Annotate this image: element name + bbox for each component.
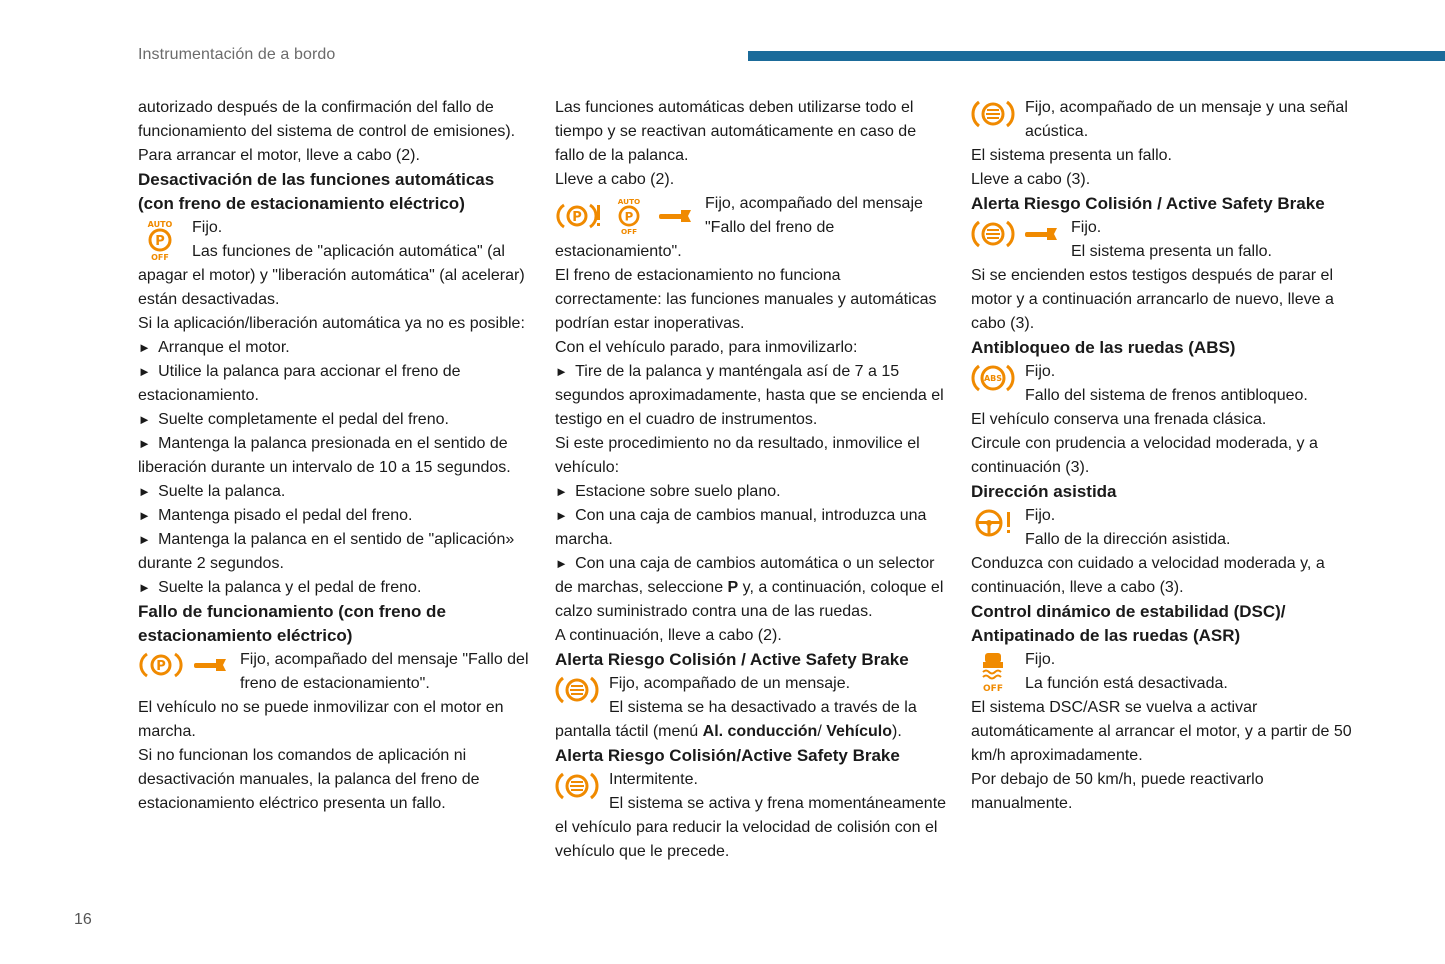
auto-park-brake-off-icon (138, 218, 182, 262)
svg-text:OFF: OFF (151, 253, 169, 262)
column-1 (138, 96, 533, 816)
bullet-item: ► Arranque el motor. (138, 336, 533, 360)
section-heading: Fallo de funcionamiento (con freno de estacionamiento eléctrico) (138, 602, 446, 645)
section-heading: Alerta Riesgo Colisión / Active Safety Brake (971, 194, 1325, 213)
steering-wheel-fault-icon (971, 506, 1015, 540)
paragraph: Las funciones automáticas deben utilizarse todo el tiempo y se reactivan automáticamente en caso de fallo de la palanca. (555, 99, 917, 164)
collision-alert-icon (971, 98, 1015, 130)
column-2 (555, 96, 947, 864)
warning-entry (971, 216, 1363, 264)
paragraph: Lleve a cabo (3). (971, 171, 1091, 188)
paragraph: Para arrancar el motor, lleve a cabo (2). (138, 147, 420, 164)
running-header: Instrumentación de a bordo (138, 46, 336, 63)
collision-alert-icon (971, 218, 1015, 250)
warning-entry (971, 96, 1363, 144)
bullet-item: ► Con una caja de cambios automática o un selector de marchas, seleccione P y, a continuación, coloque el calzo suministrado contra una de las ruedas. (555, 552, 947, 624)
indicator-state: Fijo. (1071, 219, 1102, 236)
warning-entry (555, 768, 947, 864)
warning-entry (555, 192, 947, 264)
bullet-item: ► Suelte completamente el pedal del freno. (138, 408, 533, 432)
svg-text:AUTO: AUTO (147, 220, 173, 229)
indicator-description: Fallo de la dirección asistida. (1025, 531, 1231, 548)
section-heading: Control dinámico de estabilidad (DSC)/ Antipatinado de las ruedas (ASR) (971, 602, 1286, 645)
svg-text:OFF: OFF (983, 684, 1003, 694)
indicator-description: Fallo del sistema de frenos antibloqueo. (1025, 387, 1308, 404)
paragraph: Si se encienden estos testigos después de parar el motor y a continuación arrancarlo de nuevo, lleve a cabo (3). (971, 267, 1334, 332)
paragraph: Por debajo de 50 km/h, puede reactivarlo manualmente. (971, 771, 1264, 812)
warning-entry (971, 648, 1363, 696)
indicator-state: Fijo. (1025, 507, 1056, 524)
section-heading: Desactivación de las funciones automáticas (con freno de estacionamiento eléctrico) (138, 170, 495, 213)
section-heading: Alerta Riesgo Colisión / Active Safety Brake (555, 650, 909, 669)
bullet-item: ► Utilice la palanca para accionar el freno de estacionamiento. (138, 360, 533, 408)
paragraph: El sistema presenta un fallo. (971, 147, 1172, 164)
paragraph: autorizado después de la confirmación del fallo de funcionamiento del sistema de control de emisiones). (138, 99, 516, 140)
paragraph: El freno de estacionamiento no funciona correctamente: las funciones manuales y automáticas podrían estar inoperativas. (555, 267, 937, 332)
svg-text:P: P (156, 659, 166, 674)
paragraph: Si la aplicación/liberación automática ya no es posible: (138, 315, 525, 332)
section-heading: Alerta Riesgo Colisión/Active Safety Brake (555, 746, 900, 765)
collision-alert-icon (555, 674, 599, 706)
paragraph: El vehículo no se puede inmovilizar con el motor en marcha. (138, 699, 504, 740)
warning-entry (971, 360, 1363, 408)
column-3 (971, 96, 1363, 816)
indicator-description: El sistema presenta un fallo. (1071, 243, 1272, 260)
collision-alert-icon (555, 770, 599, 802)
paragraph: Conduzca con cuidado a velocidad moderada y, a continuación, lleve a cabo (3). (971, 555, 1325, 596)
bullet-item: ► Mantenga la palanca en el sentido de "aplicación» durante 2 segundos. (138, 528, 533, 576)
indicator-state: Fijo. (1025, 363, 1056, 380)
service-wrench-icon (655, 206, 695, 226)
svg-text:ABS: ABS (983, 374, 1003, 383)
paragraph: El vehículo conserva una frenada clásica. (971, 411, 1267, 428)
indicator-description: El sistema se ha desactivado a través de la pantalla táctil (menú Al. conducción/ Vehículo). (555, 699, 917, 740)
svg-text:OFF: OFF (620, 227, 638, 237)
paragraph: Si este procedimiento no da resultado, inmovilice el vehículo: (555, 435, 920, 476)
indicator-state: Fijo, acompañado del mensaje "Fallo del freno de estacionamiento". (555, 195, 923, 260)
bullet-item: ► Suelte la palanca y el pedal de freno. (138, 576, 533, 600)
paragraph: A continuación, lleve a cabo (2). (555, 627, 782, 644)
paragraph: El sistema DSC/ASR se vuelva a activar automáticamente al arrancar el motor, y a partir de 50 km/h aproximadamente. (971, 699, 1352, 764)
park-brake-icon (138, 650, 184, 680)
indicator-state: Fijo, acompañado del mensaje "Fallo del freno de estacionamiento". (240, 651, 529, 692)
warning-entry (138, 648, 533, 696)
auto-park-brake-off-icon (609, 194, 649, 238)
bullet-item: ► Mantenga pisado el pedal del freno. (138, 504, 533, 528)
warning-entry (555, 672, 947, 744)
bullet-item: ► Con una caja de cambios manual, introduzca una marcha. (555, 504, 947, 552)
svg-text:P: P (155, 234, 165, 249)
indicator-description: El sistema se activa y frena momentáneamente el vehículo para reducir la velocidad de colisión con el vehículo que le precede. (555, 795, 947, 860)
bullet-item: ► Suelte la palanca. (138, 480, 533, 504)
indicator-state: Fijo. (1025, 651, 1056, 668)
service-wrench-icon (1021, 224, 1061, 244)
warning-entry (971, 504, 1363, 552)
park-brake-fault-icon (555, 201, 603, 231)
indicator-state: Fijo, acompañado de un mensaje y una señal acústica. (1025, 99, 1348, 140)
indicator-state: Fijo, acompañado de un mensaje. (609, 675, 851, 692)
paragraph: Si no funcionan los comandos de aplicación ni desactivación manuales, la palanca del freno de estacionamiento eléctrico presenta un fallo. (138, 747, 480, 812)
service-wrench-icon (190, 655, 230, 675)
bullet-item: ► Estacione sobre suelo plano. (555, 480, 947, 504)
svg-text:P: P (572, 210, 582, 225)
svg-text:AUTO: AUTO (617, 197, 641, 207)
paragraph: Circule con prudencia a velocidad moderada, y a continuación (3). (971, 435, 1318, 476)
bullet-item: ► Tire de la palanca y manténgala así de 7 a 15 segundos aproximadamente, hasta que se encienda el testigo en el cuadro de instrumentos. (555, 360, 947, 432)
header-bar (748, 51, 1445, 61)
indicator-description: Las funciones de "aplicación automática" (al apagar el motor) y "liberación automática" (al acelerar) están desactivadas. (138, 243, 525, 308)
warning-entry (138, 216, 533, 312)
paragraph: Con el vehículo parado, para inmovilizarlo: (555, 339, 858, 356)
paragraph: Lleve a cabo (2). (555, 171, 675, 188)
page-number: 16 (74, 911, 92, 928)
indicator-state: Intermitente. (609, 771, 698, 788)
section-heading: Antibloqueo de las ruedas (ABS) (971, 338, 1236, 357)
bullet-item: ► Mantenga la palanca presionada en el sentido de liberación durante un intervalo de 10 a 15 segundos. (138, 432, 533, 480)
dsc-off-icon (971, 650, 1015, 694)
abs-icon (971, 362, 1015, 394)
indicator-state: Fijo. (192, 219, 223, 236)
section-heading: Dirección asistida (971, 482, 1117, 501)
svg-text:P: P (624, 209, 634, 224)
indicator-description: La función está desactivada. (1025, 675, 1228, 692)
